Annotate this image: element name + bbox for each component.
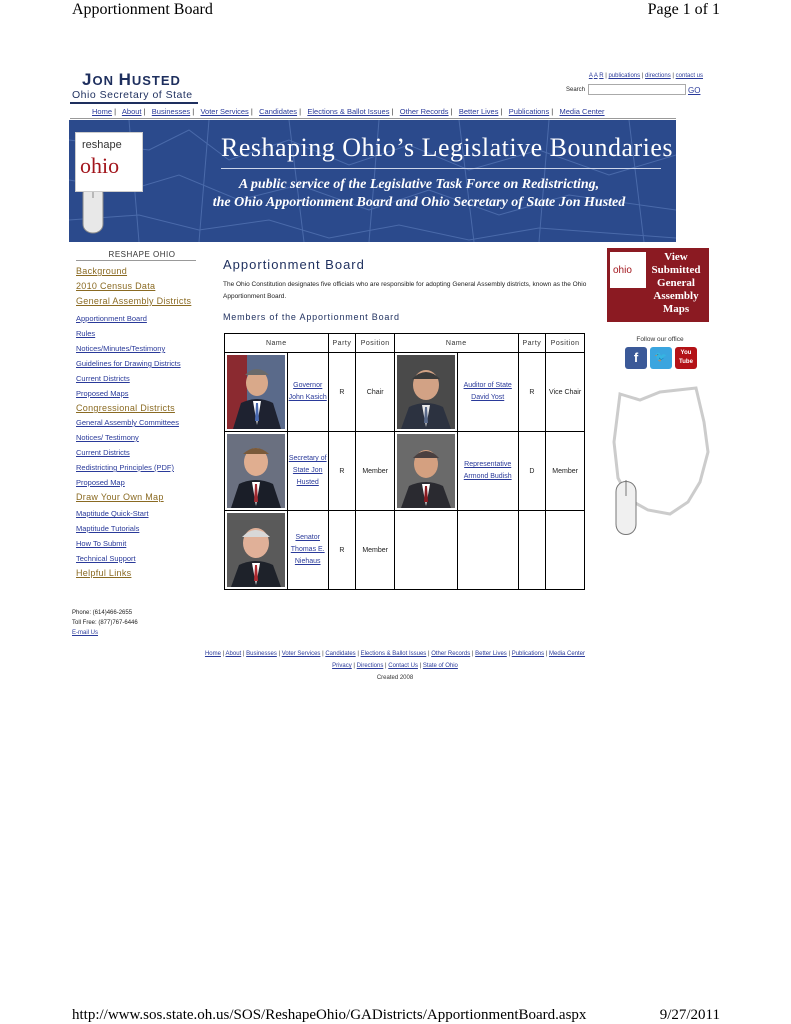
footer-link[interactable]: Publications <box>511 651 545 657</box>
footer-link[interactable]: Directions <box>356 663 384 669</box>
col-position: Position <box>356 334 395 353</box>
col-name-2: Name <box>395 334 518 353</box>
member-position: Member <box>356 511 395 590</box>
sidebar-item[interactable]: Proposed Map <box>76 478 125 487</box>
footer-link[interactable]: Media Center <box>548 651 586 657</box>
text-reset-link[interactable]: R <box>599 73 604 79</box>
text-size-small-link[interactable]: A <box>588 73 593 79</box>
view-submitted-maps-button[interactable] <box>607 248 709 322</box>
sidebar-item[interactable]: Technical Support <box>76 554 136 563</box>
footer-link[interactable]: Contact Us <box>388 663 418 669</box>
sidebar-item[interactable]: Maptitude Tutorials <box>76 524 140 533</box>
table-row <box>225 432 585 511</box>
member-party: R <box>328 353 356 432</box>
member-party: R <box>328 511 356 590</box>
sidebar-item[interactable]: Helpful Links <box>76 568 132 578</box>
sidebar-item[interactable]: Background <box>76 266 128 276</box>
sidebar-title: RESHAPE OHIO <box>108 250 176 259</box>
empty-cell <box>457 511 518 590</box>
footer-link[interactable]: Home <box>204 651 221 657</box>
sidebar-item[interactable]: Proposed Maps <box>76 389 129 398</box>
sidebar-item[interactable]: Redistricting Principles (PDF) <box>76 463 174 472</box>
site-logo-name[interactable]: JON HUSTED <box>82 70 181 89</box>
footer-link[interactable]: Better Lives <box>475 651 507 657</box>
contact-us-link[interactable]: contact us <box>675 73 703 79</box>
search-go-button[interactable]: GO <box>688 86 701 95</box>
col-name: Name <box>225 334 329 353</box>
banner-rule <box>221 168 661 169</box>
sidebar-item[interactable]: Apportionment Board <box>76 314 147 323</box>
member-link-kasich[interactable]: Governor John Kasich <box>288 382 327 401</box>
member-position: Member <box>356 432 395 511</box>
logo-divider <box>70 102 198 104</box>
sidebar-item[interactable]: How To Submit <box>76 539 127 548</box>
computer-mouse-icon <box>616 480 636 535</box>
created-text: Created 2008 <box>376 675 414 681</box>
sidebar-item[interactable]: Notices/ Testimony <box>76 433 139 442</box>
banner <box>69 120 676 242</box>
member-link-yost[interactable]: Auditor of State David Yost <box>463 382 512 401</box>
sidebar-item[interactable]: Draw Your Own Map <box>76 492 164 502</box>
footer-link[interactable]: State of Ohio <box>422 663 458 669</box>
main-nav: Home | About | Businesses | Voter Services | Candidates | Elections & Ballot Issues | Other Records | Better Lives | Publications | Media Center <box>92 107 605 116</box>
site-logo-subtitle: Ohio Secretary of State <box>72 89 193 101</box>
email-us-link[interactable]: E-mail Us <box>72 630 99 636</box>
footer-link[interactable]: Businesses <box>246 651 277 657</box>
directions-link[interactable]: directions <box>645 73 671 79</box>
utility-links: A A R | publications | directions | contact us <box>588 73 703 79</box>
member-position: Member <box>546 432 585 511</box>
members-heading: Members of the Apportionment Board <box>223 312 400 322</box>
nav-publications[interactable]: Publications <box>508 107 550 116</box>
nav-media-center[interactable]: Media Center <box>559 107 605 116</box>
contact-info <box>72 608 138 638</box>
footer-link[interactable]: Other Records <box>431 651 471 657</box>
member-position: Chair <box>356 353 395 432</box>
footer-link[interactable]: About <box>225 651 242 657</box>
nav-home[interactable]: Home <box>92 107 113 116</box>
sidebar-item[interactable]: Maptitude Quick-Start <box>76 509 149 518</box>
footer-link[interactable]: Candidates <box>325 651 356 657</box>
yost-photo <box>397 355 455 429</box>
niehaus-photo <box>227 513 285 587</box>
sidebar-item[interactable]: Current Districts <box>76 448 130 457</box>
footer-link[interactable]: Voter Services <box>281 651 321 657</box>
banner-subtitle: A public service of the Legislative Task Force on Redistricting, the Ohio Apportionment Board and Ohio Secretary of State Jon Husted <box>212 177 626 210</box>
member-link-husted[interactable]: Secretary of State Jon Husted <box>288 455 327 486</box>
page-title: Apportionment Board <box>223 257 365 272</box>
youtube-icon[interactable]: You Tube <box>675 347 697 369</box>
print-page-number: Page 1 of 1 <box>647 1 720 18</box>
member-party: D <box>518 432 546 511</box>
empty-cell <box>395 511 458 590</box>
view-maps-label: View Submitted General Assembly Maps <box>651 251 701 315</box>
table-header-row <box>225 334 585 353</box>
sidebar-item[interactable]: General Assembly Committees <box>76 418 179 427</box>
member-position: Vice Chair <box>546 353 585 432</box>
phone-number: Phone: (614)466-2655 <box>72 610 133 616</box>
nav-elections[interactable]: Elections & Ballot Issues <box>307 107 390 116</box>
member-link-budish[interactable]: Representative Armond Budish <box>463 461 512 480</box>
search-input[interactable] <box>588 84 686 95</box>
sidebar-item[interactable]: 2010 Census Data <box>76 281 156 291</box>
footer-links: Home | About | Businesses | Voter Services | Candidates | Elections & Ballot Issues | Other Records | Better Lives | Publications | Media Center <box>204 651 586 657</box>
search-label: Search <box>566 87 586 93</box>
toll-free-number: Toll Free: (877)767-6446 <box>72 620 138 626</box>
budish-photo <box>397 434 455 508</box>
sidebar-item[interactable]: General Assembly Districts <box>76 296 192 306</box>
table-row <box>225 353 585 432</box>
kasich-photo <box>227 355 285 429</box>
intro-text: The Ohio Constitution designates five officials who are responsible for adopting General Assembly districts, known as the Ohio Apportionment Board. <box>223 281 587 300</box>
col-party: Party <box>328 334 356 353</box>
ohio-map-icon: ohio <box>610 252 646 288</box>
text-size-large-link[interactable]: A <box>593 73 598 79</box>
nav-businesses[interactable]: Businesses <box>151 107 191 116</box>
print-page-url: http://www.sos.state.oh.us/SOS/ReshapeOhio/GADistricts/ApportionmentBoard.aspx <box>72 1007 587 1023</box>
nav-better-lives[interactable]: Better Lives <box>458 107 499 116</box>
nav-about[interactable]: About <box>121 107 142 116</box>
print-page-date: 9/27/2011 <box>659 1007 720 1023</box>
col-party-2: Party <box>518 334 546 353</box>
member-party: R <box>328 432 356 511</box>
sidebar-item[interactable]: Congressional Districts <box>76 403 175 413</box>
nav-candidates[interactable]: Candidates <box>259 107 298 116</box>
nav-voter-services[interactable]: Voter Services <box>200 107 249 116</box>
banner-title: Reshaping Ohio’s Legislative Boundaries <box>221 133 674 162</box>
facebook-icon[interactable]: f <box>625 347 647 369</box>
member-party: R <box>518 353 546 432</box>
sidebar-item[interactable]: Current Districts <box>76 374 130 383</box>
publications-link[interactable]: publications <box>608 73 641 79</box>
nav-other-records[interactable]: Other Records <box>399 107 449 116</box>
sidebar-item[interactable]: Guidelines for Drawing Districts <box>76 359 181 368</box>
empty-cell <box>518 511 546 590</box>
sidebar-item[interactable]: Notices/Minutes/Testimony <box>76 344 166 353</box>
husted-photo <box>227 434 285 508</box>
twitter-icon[interactable]: 🐦 <box>650 347 672 369</box>
sidebar-divider <box>76 260 196 261</box>
col-position-2: Position <box>546 334 585 353</box>
follow-label: Follow our office <box>636 336 684 343</box>
footer-link[interactable]: Privacy <box>332 663 352 669</box>
footer-link[interactable]: Elections & Ballot Issues <box>360 651 427 657</box>
ohio-outline-icon <box>600 382 715 542</box>
footer-links-secondary: Privacy | Directions | Contact Us | State of Ohio <box>332 663 458 669</box>
member-link-niehaus[interactable]: Senator Thomas E. Niehaus <box>290 534 325 565</box>
reshape-ohio-logo: reshape ohio <box>75 132 143 192</box>
empty-cell <box>546 511 585 590</box>
nav-divider <box>70 118 676 119</box>
sidebar-item[interactable]: Rules <box>76 329 96 338</box>
print-page-title: Apportionment Board <box>72 1 213 18</box>
table-row <box>225 511 585 590</box>
members-table <box>224 333 585 590</box>
